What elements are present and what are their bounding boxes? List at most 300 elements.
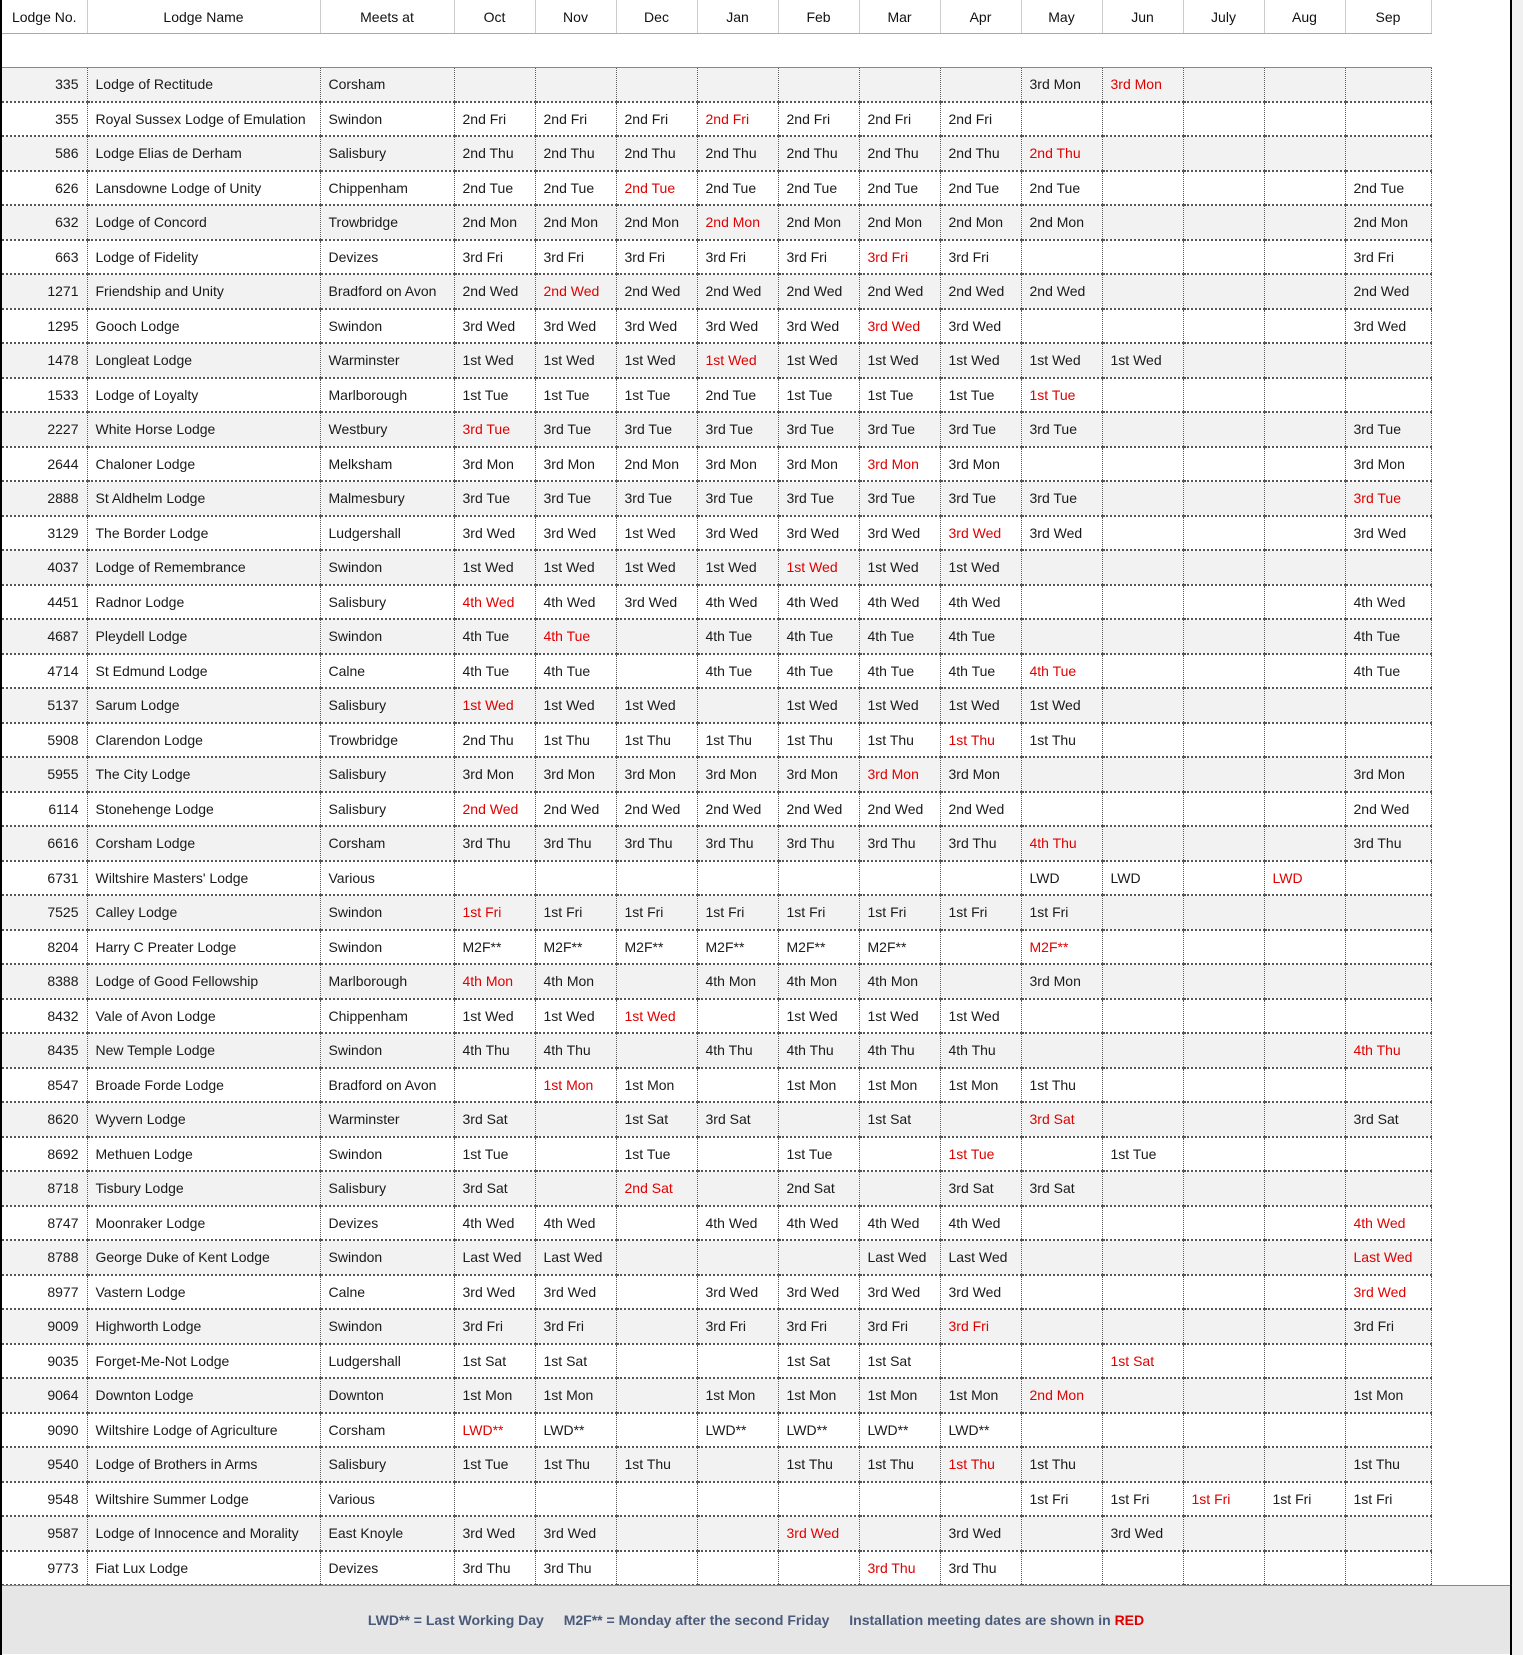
month-cell: 1st Wed: [616, 343, 697, 378]
month-cell: 3rd Mon: [940, 757, 1021, 792]
month-cell: 3rd Wed: [697, 1275, 778, 1310]
lodge-number-cell: 632: [2, 205, 87, 240]
month-cell: [859, 1171, 940, 1206]
lodge-number-cell: 8718: [2, 1171, 87, 1206]
month-cell: [697, 688, 778, 723]
month-cell: [1102, 1240, 1183, 1275]
meets-at-cell: Swindon: [320, 930, 454, 965]
month-cell: 3rd Wed: [940, 309, 1021, 344]
month-cell: 2nd Wed: [454, 792, 535, 827]
spacer-row: [2, 34, 1431, 68]
month-cell: 4th Wed: [454, 585, 535, 620]
month-cell: [1183, 619, 1264, 654]
lodge-number-cell: 5908: [2, 723, 87, 758]
lodge-number-cell: 586: [2, 136, 87, 171]
month-cell: 2nd Wed: [859, 274, 940, 309]
month-cell: 2nd Sat: [616, 1171, 697, 1206]
month-cell: [1102, 585, 1183, 620]
month-cell: 1st Wed: [1102, 343, 1183, 378]
month-cell: [616, 1344, 697, 1379]
month-cell: [535, 1171, 616, 1206]
month-cell: 4th Mon: [535, 964, 616, 999]
month-cell: [778, 861, 859, 896]
month-cell: [1102, 205, 1183, 240]
month-cell: 4th Tue: [697, 619, 778, 654]
month-cell: [697, 1171, 778, 1206]
table-row: [2, 861, 1431, 896]
month-cell: [616, 1033, 697, 1068]
month-cell: 3rd Sat: [1021, 1102, 1102, 1137]
month-cell: 2nd Thu: [940, 136, 1021, 171]
month-cell: [1102, 826, 1183, 861]
month-cell: [1264, 1068, 1345, 1103]
month-cell: 3rd Mon: [697, 447, 778, 482]
month-cell: [616, 1240, 697, 1275]
month-cell: 1st Tue: [1102, 1137, 1183, 1172]
month-cell: 3rd Fri: [1345, 1309, 1431, 1344]
lodge-name-cell: Gooch Lodge: [87, 309, 320, 344]
month-cell: [616, 1482, 697, 1517]
table-row: [2, 1447, 1431, 1482]
table-row: [2, 757, 1431, 792]
month-cell: 4th Tue: [778, 619, 859, 654]
month-cell: [697, 1344, 778, 1379]
lodge-name-cell: Wiltshire Lodge of Agriculture: [87, 1413, 320, 1448]
month-cell: [1345, 136, 1431, 171]
month-cell: [1102, 619, 1183, 654]
month-cell: 1st Fri: [1102, 1482, 1183, 1517]
month-cell: [1102, 412, 1183, 447]
month-cell: 1st Wed: [454, 550, 535, 585]
lodge-number-cell: 5955: [2, 757, 87, 792]
month-cell: LWD**: [940, 1413, 1021, 1448]
month-cell: 1st Thu: [616, 1447, 697, 1482]
month-cell: 3rd Wed: [859, 1275, 940, 1310]
meets-at-cell: Devizes: [320, 240, 454, 275]
month-cell: M2F**: [778, 930, 859, 965]
meets-at-cell: Devizes: [320, 1551, 454, 1586]
lodge-name-cell: Wiltshire Summer Lodge: [87, 1482, 320, 1517]
month-cell: 2nd Mon: [778, 205, 859, 240]
month-cell: 3rd Wed: [1345, 1275, 1431, 1310]
table-row: [2, 205, 1431, 240]
lodge-number-cell: 9035: [2, 1344, 87, 1379]
month-cell: 3rd Wed: [1102, 1516, 1183, 1551]
month-cell: [1021, 757, 1102, 792]
lodge-name-cell: The Border Lodge: [87, 516, 320, 551]
lodge-name-cell: Lodge of Fidelity: [87, 240, 320, 275]
month-cell: 1st Thu: [1345, 1447, 1431, 1482]
meets-at-cell: Malmesbury: [320, 481, 454, 516]
month-cell: 1st Wed: [535, 550, 616, 585]
month-cell: 4th Tue: [454, 619, 535, 654]
month-cell: 1st Tue: [940, 378, 1021, 413]
lodge-name-cell: Stonehenge Lodge: [87, 792, 320, 827]
lodge-name-cell: New Temple Lodge: [87, 1033, 320, 1068]
table-row: [2, 68, 1431, 102]
month-cell: 1st Wed: [859, 688, 940, 723]
month-cell: [1102, 688, 1183, 723]
month-cell: [1102, 309, 1183, 344]
month-cell: 2nd Wed: [1345, 792, 1431, 827]
month-cell: 1st Wed: [1021, 343, 1102, 378]
month-cell: 4th Tue: [940, 654, 1021, 689]
month-cell: [1264, 654, 1345, 689]
month-cell: 3rd Wed: [940, 1516, 1021, 1551]
column-header: Lodge No.: [2, 0, 87, 34]
month-cell: [1021, 550, 1102, 585]
column-header: Apr: [940, 0, 1021, 34]
month-cell: 3rd Wed: [616, 585, 697, 620]
month-cell: 2nd Wed: [535, 792, 616, 827]
month-cell: 3rd Thu: [940, 826, 1021, 861]
month-cell: [1021, 309, 1102, 344]
month-cell: 3rd Wed: [1345, 309, 1431, 344]
month-cell: 1st Thu: [778, 1447, 859, 1482]
month-cell: 1st Fri: [697, 895, 778, 930]
month-cell: [1102, 930, 1183, 965]
table-row: [2, 1344, 1431, 1379]
month-cell: 1st Wed: [535, 999, 616, 1034]
month-cell: [1264, 1171, 1345, 1206]
month-cell: 1st Wed: [940, 999, 1021, 1034]
month-cell: 3rd Mon: [454, 447, 535, 482]
meets-at-cell: Corsham: [320, 1413, 454, 1448]
month-cell: 1st Sat: [859, 1102, 940, 1137]
month-cell: [1102, 1275, 1183, 1310]
month-cell: [1264, 619, 1345, 654]
meets-at-cell: Various: [320, 861, 454, 896]
lodge-number-cell: 8747: [2, 1206, 87, 1241]
month-cell: 2nd Wed: [697, 792, 778, 827]
month-cell: [1345, 723, 1431, 758]
month-cell: [1102, 171, 1183, 206]
month-cell: 2nd Wed: [778, 274, 859, 309]
month-cell: [1264, 412, 1345, 447]
lodge-number-cell: 8692: [2, 1137, 87, 1172]
month-cell: 1st Wed: [778, 999, 859, 1034]
month-cell: 2nd Tue: [859, 171, 940, 206]
month-cell: [1264, 1206, 1345, 1241]
month-cell: 3rd Thu: [1345, 826, 1431, 861]
month-cell: 3rd Fri: [697, 240, 778, 275]
lodge-number-cell: 9090: [2, 1413, 87, 1448]
month-cell: 1st Fri: [859, 895, 940, 930]
table-row: [2, 1033, 1431, 1068]
month-cell: [859, 1137, 940, 1172]
month-cell: [1345, 895, 1431, 930]
column-header: Nov: [535, 0, 616, 34]
lodge-name-cell: Lodge of Remembrance: [87, 550, 320, 585]
legend-red-word: RED: [1114, 1612, 1145, 1628]
month-cell: 3rd Tue: [1021, 412, 1102, 447]
table-row: [2, 1482, 1431, 1517]
lodge-number-cell: 6114: [2, 792, 87, 827]
month-cell: 4th Wed: [535, 1206, 616, 1241]
month-cell: M2F**: [454, 930, 535, 965]
month-cell: 3rd Tue: [454, 481, 535, 516]
month-cell: 3rd Mon: [1021, 68, 1102, 102]
month-cell: 4th Tue: [535, 654, 616, 689]
month-cell: [1102, 1171, 1183, 1206]
month-cell: [940, 930, 1021, 965]
table-row: [2, 171, 1431, 206]
header-row: [2, 0, 1431, 34]
month-cell: 3rd Tue: [616, 412, 697, 447]
month-cell: 1st Mon: [940, 1068, 1021, 1103]
month-cell: [859, 68, 940, 102]
month-cell: [1183, 688, 1264, 723]
month-cell: [1102, 1378, 1183, 1413]
meets-at-cell: Swindon: [320, 309, 454, 344]
month-cell: [697, 1240, 778, 1275]
month-cell: [1021, 240, 1102, 275]
month-cell: 1st Fri: [940, 895, 1021, 930]
month-cell: 3rd Fri: [454, 240, 535, 275]
month-cell: [1102, 723, 1183, 758]
month-cell: 3rd Fri: [535, 240, 616, 275]
lodge-number-cell: 3129: [2, 516, 87, 551]
meets-at-cell: Westbury: [320, 412, 454, 447]
month-cell: [1102, 1206, 1183, 1241]
lodge-number-cell: 9009: [2, 1309, 87, 1344]
month-cell: 4th Thu: [454, 1033, 535, 1068]
month-cell: 1st Thu: [535, 1447, 616, 1482]
lodge-name-cell: Highworth Lodge: [87, 1309, 320, 1344]
meets-at-cell: Swindon: [320, 1309, 454, 1344]
month-cell: Last Wed: [940, 1240, 1021, 1275]
month-cell: 3rd Thu: [940, 1551, 1021, 1586]
table-row: [2, 964, 1431, 999]
month-cell: 3rd Wed: [1345, 516, 1431, 551]
month-cell: [1264, 550, 1345, 585]
table-row: [2, 1551, 1431, 1586]
month-cell: 3rd Thu: [535, 826, 616, 861]
month-cell: 3rd Tue: [778, 481, 859, 516]
month-cell: [1264, 895, 1345, 930]
lodge-name-cell: Fiat Lux Lodge: [87, 1551, 320, 1586]
month-cell: 3rd Tue: [454, 412, 535, 447]
month-cell: 3rd Tue: [940, 481, 1021, 516]
month-cell: 1st Mon: [454, 1378, 535, 1413]
month-cell: [1183, 930, 1264, 965]
month-cell: [1183, 1068, 1264, 1103]
month-cell: [1345, 68, 1431, 102]
month-cell: [1264, 171, 1345, 206]
month-cell: 3rd Mon: [535, 447, 616, 482]
meets-at-cell: Swindon: [320, 1033, 454, 1068]
month-cell: [1345, 1413, 1431, 1448]
month-cell: 3rd Wed: [859, 516, 940, 551]
legend-footer: [2, 1585, 1510, 1654]
lodge-number-cell: 335: [2, 68, 87, 102]
month-cell: [1264, 999, 1345, 1034]
month-cell: 2nd Fri: [778, 102, 859, 137]
month-cell: [1264, 1413, 1345, 1448]
meets-at-cell: Swindon: [320, 550, 454, 585]
lodge-number-cell: 8388: [2, 964, 87, 999]
month-cell: [1264, 481, 1345, 516]
month-cell: [859, 861, 940, 896]
month-cell: Last Wed: [454, 1240, 535, 1275]
month-cell: 1st Wed: [616, 999, 697, 1034]
month-cell: 3rd Wed: [535, 1275, 616, 1310]
month-cell: 2nd Thu: [535, 136, 616, 171]
month-cell: 4th Thu: [1021, 826, 1102, 861]
table-row: [2, 930, 1431, 965]
month-cell: 1st Mon: [778, 1068, 859, 1103]
month-cell: 1st Wed: [1021, 688, 1102, 723]
month-cell: 2nd Mon: [1345, 205, 1431, 240]
table-row: [2, 1137, 1431, 1172]
month-cell: 3rd Fri: [1345, 240, 1431, 275]
month-cell: [1021, 792, 1102, 827]
month-cell: 1st Wed: [616, 688, 697, 723]
month-cell: 3rd Tue: [778, 412, 859, 447]
table-row: [2, 895, 1431, 930]
month-cell: [697, 68, 778, 102]
lodge-number-cell: 4687: [2, 619, 87, 654]
month-cell: 3rd Fri: [454, 1309, 535, 1344]
meets-at-cell: Downton: [320, 1378, 454, 1413]
table-row: [2, 136, 1431, 171]
month-cell: 3rd Wed: [454, 1516, 535, 1551]
month-cell: 4th Tue: [859, 654, 940, 689]
month-cell: 2nd Wed: [454, 274, 535, 309]
month-cell: 2nd Tue: [697, 378, 778, 413]
month-cell: 3rd Tue: [1345, 481, 1431, 516]
month-cell: 2nd Thu: [1021, 136, 1102, 171]
lodge-number-cell: 663: [2, 240, 87, 275]
month-cell: [1021, 1413, 1102, 1448]
month-cell: 1st Wed: [940, 343, 1021, 378]
month-cell: [616, 1275, 697, 1310]
month-cell: [1102, 378, 1183, 413]
month-cell: [535, 1482, 616, 1517]
lodge-number-cell: 8977: [2, 1275, 87, 1310]
month-cell: 3rd Tue: [697, 412, 778, 447]
table-row: [2, 481, 1431, 516]
month-cell: 4th Wed: [940, 585, 1021, 620]
month-cell: 1st Mon: [535, 1378, 616, 1413]
month-cell: 3rd Fri: [778, 240, 859, 275]
month-cell: [1102, 1447, 1183, 1482]
month-cell: 2nd Mon: [1021, 1378, 1102, 1413]
month-cell: [1102, 1033, 1183, 1068]
month-cell: LWD: [1021, 861, 1102, 896]
month-cell: [1102, 274, 1183, 309]
lodge-name-cell: The City Lodge: [87, 757, 320, 792]
lodge-name-cell: Lodge of Innocence and Morality: [87, 1516, 320, 1551]
month-cell: 2nd Thu: [454, 723, 535, 758]
month-cell: 1st Sat: [1102, 1344, 1183, 1379]
month-cell: 1st Sat: [535, 1344, 616, 1379]
table-row: [2, 826, 1431, 861]
month-cell: 2nd Thu: [697, 136, 778, 171]
month-cell: 4th Mon: [778, 964, 859, 999]
month-cell: 2nd Tue: [1021, 171, 1102, 206]
month-cell: 2nd Mon: [940, 205, 1021, 240]
month-cell: 1st Mon: [778, 1378, 859, 1413]
month-cell: Last Wed: [535, 1240, 616, 1275]
month-cell: 4th Thu: [1345, 1033, 1431, 1068]
month-cell: 4th Thu: [697, 1033, 778, 1068]
month-cell: [1021, 1206, 1102, 1241]
lodge-name-cell: Harry C Preater Lodge: [87, 930, 320, 965]
month-cell: 4th Tue: [1345, 619, 1431, 654]
table-row: [2, 1102, 1431, 1137]
month-cell: 1st Wed: [859, 550, 940, 585]
month-cell: [697, 1068, 778, 1103]
month-cell: [1264, 343, 1345, 378]
lodge-number-cell: 2227: [2, 412, 87, 447]
month-cell: [454, 861, 535, 896]
month-cell: [616, 1551, 697, 1586]
month-cell: 3rd Wed: [778, 516, 859, 551]
month-cell: 2nd Wed: [1345, 274, 1431, 309]
column-header: Dec: [616, 0, 697, 34]
month-cell: [1183, 309, 1264, 344]
month-cell: 3rd Wed: [616, 309, 697, 344]
lodge-number-cell: 4714: [2, 654, 87, 689]
month-cell: 3rd Mon: [1345, 447, 1431, 482]
month-cell: [1021, 1240, 1102, 1275]
table-row: [2, 516, 1431, 551]
meets-at-cell: Swindon: [320, 102, 454, 137]
lodge-name-cell: Longleat Lodge: [87, 343, 320, 378]
month-cell: [1183, 1171, 1264, 1206]
month-cell: 3rd Tue: [535, 481, 616, 516]
month-cell: 4th Tue: [940, 619, 1021, 654]
month-cell: [616, 861, 697, 896]
table-row: [2, 1240, 1431, 1275]
month-cell: [1102, 964, 1183, 999]
column-header: Jun: [1102, 0, 1183, 34]
month-cell: 4th Tue: [535, 619, 616, 654]
month-cell: 1st Wed: [454, 999, 535, 1034]
lodge-number-cell: 9587: [2, 1516, 87, 1551]
month-cell: 2nd Sat: [778, 1171, 859, 1206]
month-cell: 3rd Tue: [859, 412, 940, 447]
month-cell: [1102, 1068, 1183, 1103]
month-cell: 2nd Tue: [778, 171, 859, 206]
month-cell: [535, 1137, 616, 1172]
month-cell: 3rd Tue: [940, 412, 1021, 447]
month-cell: 4th Wed: [859, 585, 940, 620]
meets-at-cell: Trowbridge: [320, 723, 454, 758]
month-cell: 1st Sat: [859, 1344, 940, 1379]
month-cell: [778, 1240, 859, 1275]
month-cell: [1102, 447, 1183, 482]
month-cell: 4th Tue: [1345, 654, 1431, 689]
month-cell: [1345, 1137, 1431, 1172]
meets-at-cell: Ludgershall: [320, 1344, 454, 1379]
month-cell: 3rd Mon: [940, 447, 1021, 482]
month-cell: 1st Tue: [859, 378, 940, 413]
month-cell: 4th Mon: [454, 964, 535, 999]
month-cell: 1st Wed: [616, 516, 697, 551]
lodge-number-cell: 8547: [2, 1068, 87, 1103]
month-cell: 3rd Mon: [616, 757, 697, 792]
lodge-number-cell: 8620: [2, 1102, 87, 1137]
lodge-number-cell: 1478: [2, 343, 87, 378]
month-cell: 1st Fri: [1021, 895, 1102, 930]
month-cell: 1st Wed: [535, 343, 616, 378]
lodge-name-cell: Calley Lodge: [87, 895, 320, 930]
month-cell: 1st Thu: [940, 723, 1021, 758]
month-cell: [1264, 1344, 1345, 1379]
month-cell: 4th Wed: [778, 585, 859, 620]
